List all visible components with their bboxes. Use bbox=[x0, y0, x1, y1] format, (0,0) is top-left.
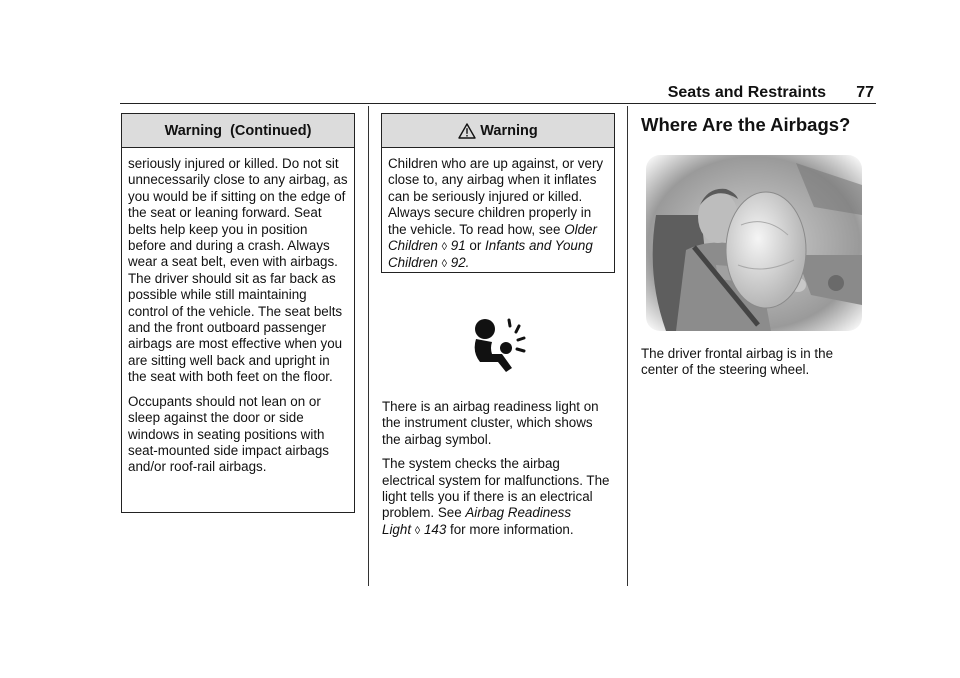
driver-airbag-illustration bbox=[646, 155, 862, 331]
xref-infants-page[interactable]: 92. bbox=[450, 255, 470, 271]
section-title-airbag-locations: Where Are the Airbags? bbox=[641, 114, 851, 135]
airbag-readiness-text bbox=[382, 399, 612, 539]
warning-continued-para1: seriously injured or killed. Do not sit unnecessarily close to any airbag, as you would be if sitting on the edge of the seat or leaning forward. Seat belts help keep you in position before and during a crash. Always wear a seat belt, even with airbags. The driver should sit as far back as possible while still maintaining control of the vehicle. The seat belts and the front outboard passenger airbags are most effective when you are sitting well back and upright in the seat with both feet on the floor. bbox=[128, 156, 348, 385]
warning-children-title: Warning bbox=[480, 122, 538, 139]
warning-continued-box bbox=[121, 113, 355, 513]
airbag-readiness-para1: There is an airbag readiness light on the instrument cluster, which shows the airbag symbol. bbox=[382, 399, 599, 447]
warning-continued-para2: Occupants should not lean on or sleep against the door or side windows in seating positions with seat-mounted side impact airbags and/or roof-rail airbags. bbox=[128, 393, 329, 475]
warning-triangle-icon bbox=[458, 123, 476, 139]
airbag-readiness-para2-main: The system checks the airbag electrical system for malfunctions. The light tells you if there is an electrical problem. See bbox=[382, 456, 610, 521]
warning-children-header bbox=[382, 114, 614, 148]
airbag-location-caption-text: The driver frontal airbag is in the center of the steering wheel. bbox=[641, 346, 834, 378]
warning-continued-title: Warning (Continued) bbox=[122, 114, 354, 148]
airbag-readiness-para2-end: for more information. bbox=[446, 521, 574, 537]
header-page-number: 77 bbox=[856, 84, 874, 101]
page-ref-arrow-icon: ◊ bbox=[441, 258, 448, 271]
column-divider-2 bbox=[627, 106, 628, 586]
xref-airbag-readiness-page[interactable]: 143 bbox=[423, 521, 447, 537]
airbag-readiness-symbol-icon bbox=[470, 318, 530, 374]
warning-children-box bbox=[381, 113, 615, 273]
header-section-title: Seats and Restraints bbox=[667, 84, 826, 101]
xref-airbag-readiness-light[interactable]: Airbag Readiness Light bbox=[382, 505, 572, 537]
xref-infants-young-children[interactable]: Infants and Young Children bbox=[388, 238, 593, 271]
page-ref-arrow-icon: ◊ bbox=[414, 524, 421, 537]
warning-continued-body bbox=[122, 148, 354, 484]
warning-children-text-main: Children who are up against, or very close to, any airbag when it inflates can be seriously injured or killed. Always secure children properly in the vehicle. To read how, see bbox=[388, 156, 604, 237]
xref-older-children-page[interactable]: 91 bbox=[450, 238, 466, 254]
warning-children-text bbox=[388, 156, 608, 273]
warning-children-text-or: or bbox=[465, 238, 486, 254]
page-ref-arrow-icon: ◊ bbox=[441, 241, 448, 254]
airbag-location-caption bbox=[641, 346, 871, 379]
warning-children-body bbox=[382, 148, 614, 281]
airbag-readiness-para2 bbox=[382, 456, 612, 539]
page-header bbox=[120, 84, 876, 104]
xref-older-children[interactable]: Older Children bbox=[388, 221, 597, 254]
column-divider-1 bbox=[368, 106, 369, 586]
